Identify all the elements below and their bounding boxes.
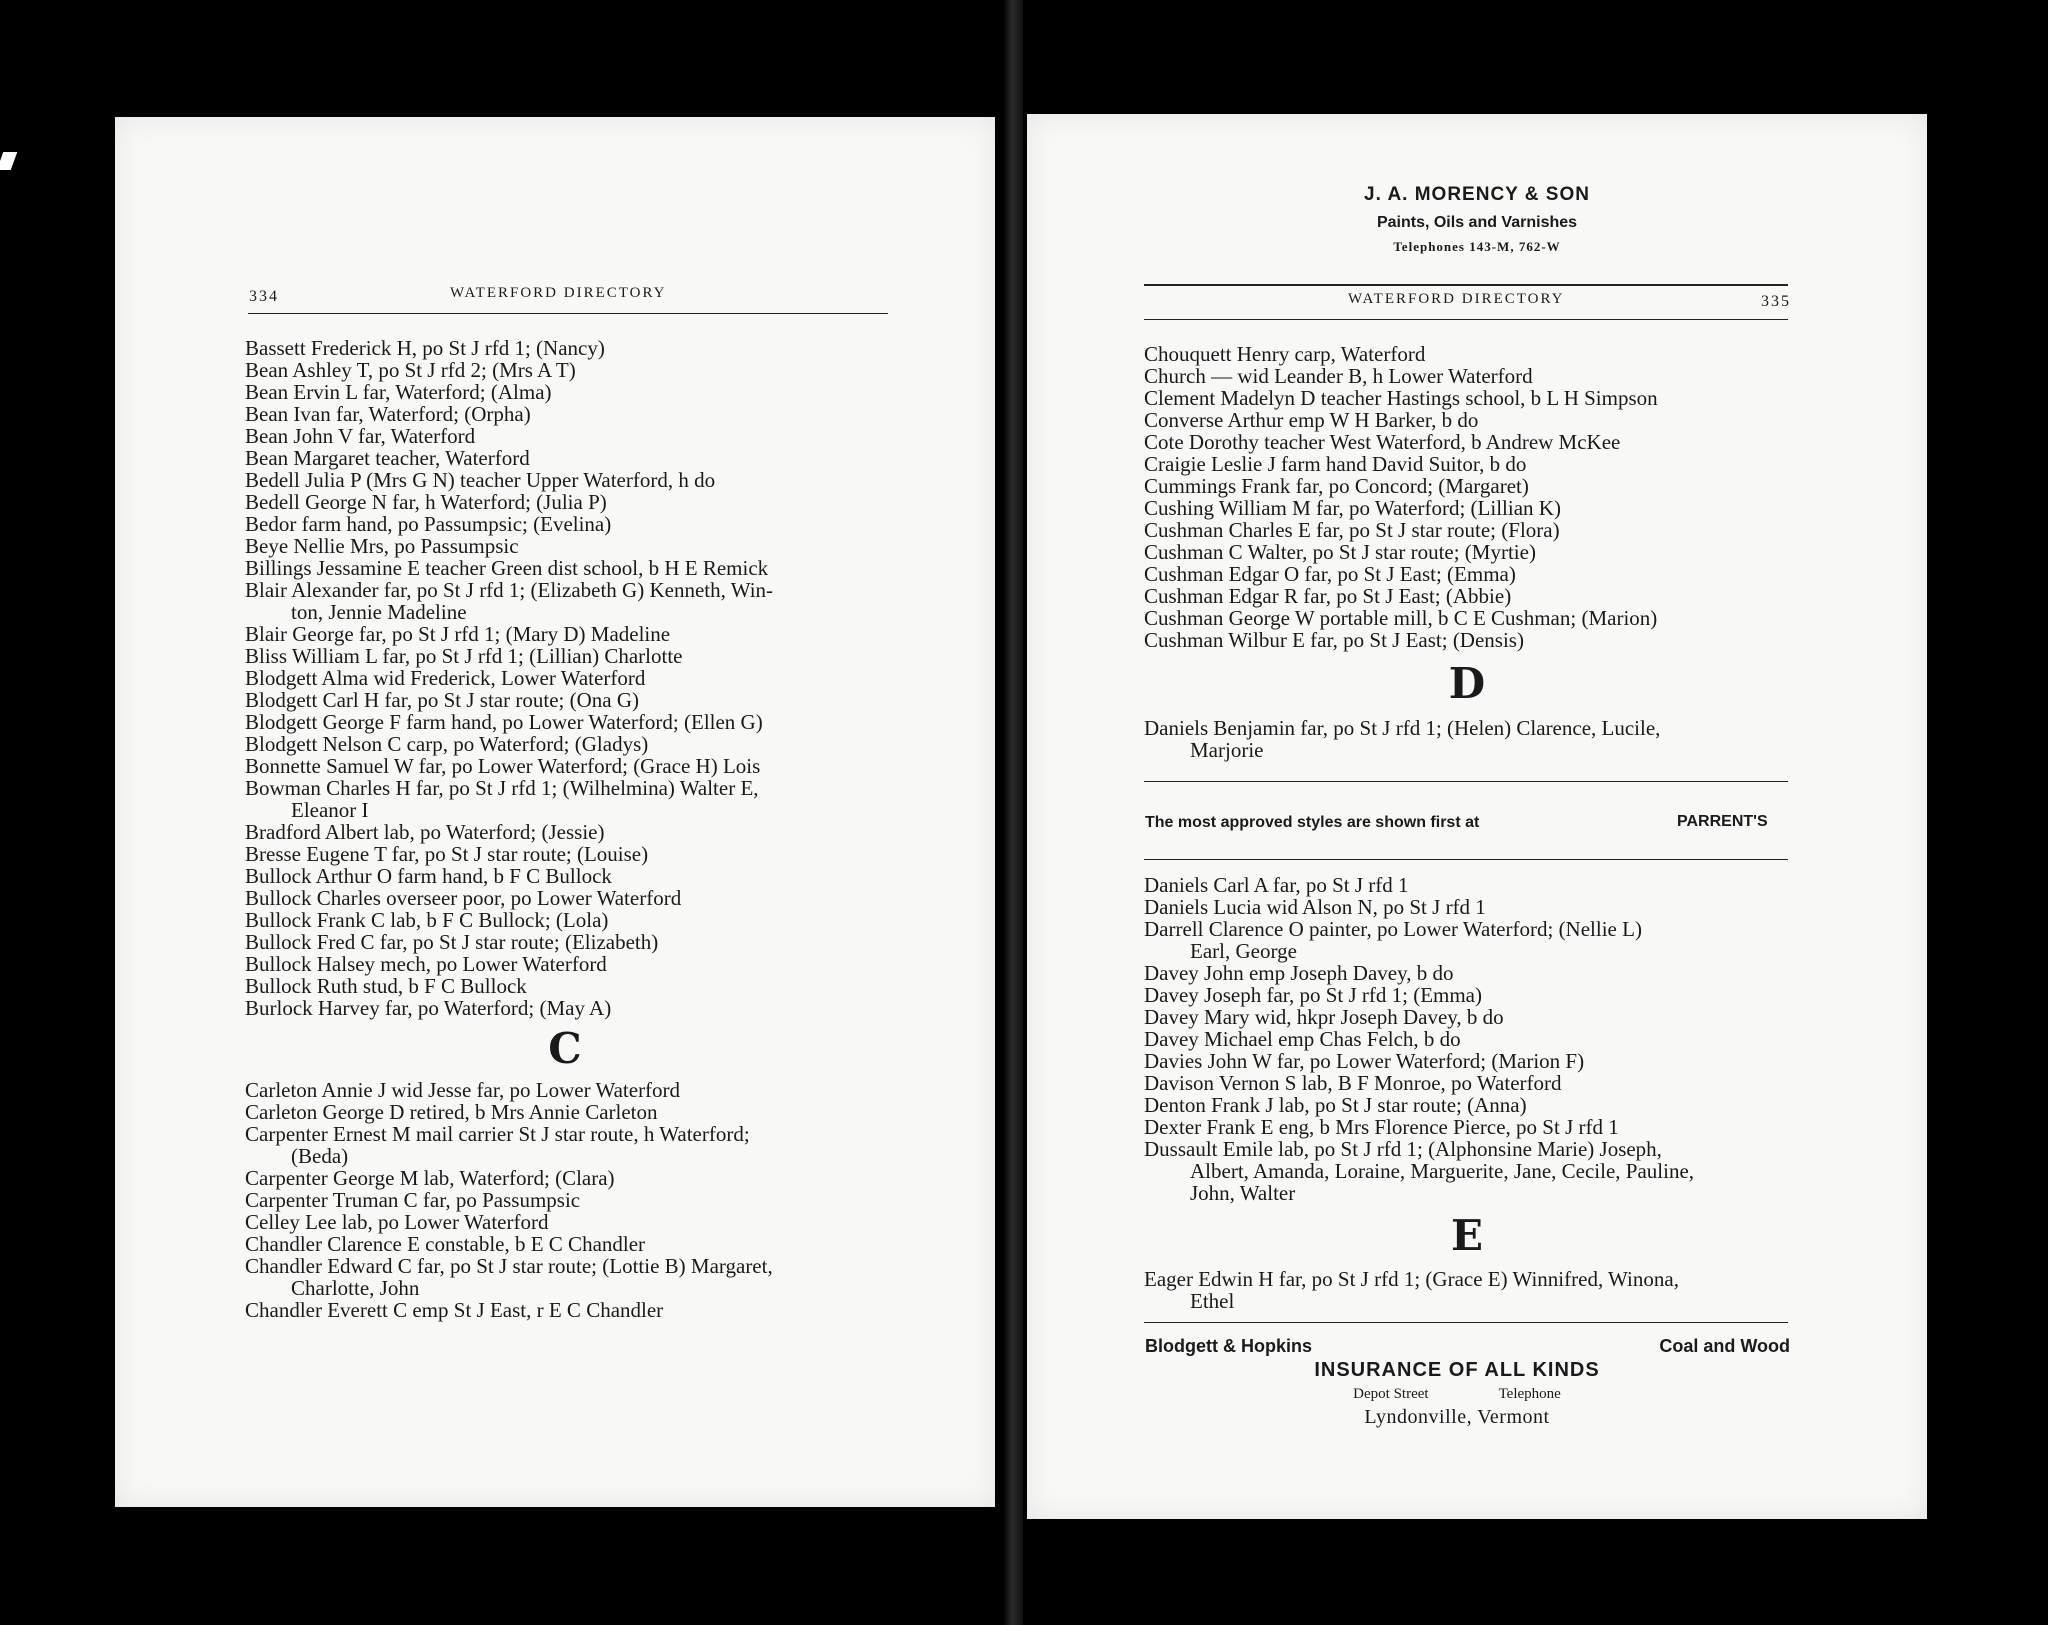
entry-continuation: Marjorie [1190, 738, 1264, 762]
directory-entry [245, 491, 885, 513]
directory-entry [1144, 409, 1790, 431]
left-header-rule [248, 313, 888, 314]
entry-line: Daniels Benjamin far, po St J rfd 1; (Helen) Clarence, Lucile, [1144, 716, 1661, 740]
section-letter-e: E [1450, 1211, 1483, 1260]
directory-entry [1144, 343, 1790, 365]
directory-entry [1144, 629, 1790, 651]
blodgett-hopkins-ad [1027, 1336, 1927, 1429]
right-running-head: WATERFORD DIRECTORY [1348, 291, 1565, 307]
entry-line: Davey John emp Joseph Davey, b do [1144, 961, 1454, 985]
entry-continuation: Charlotte, John [291, 1276, 420, 1300]
entry-line: Cushman George W portable mill, b C E Cushman; (Marion) [1144, 606, 1658, 630]
directory-entry [245, 1189, 885, 1211]
directory-entry [1144, 962, 1790, 984]
entry-line: Bullock Arthur O farm hand, b F C Bullock [245, 864, 612, 888]
entry-line: Chandler Edward C far, po St J star route; (Lottie B) Margaret, [245, 1254, 773, 1278]
directory-entry [1144, 1072, 1790, 1094]
entry-line: Chandler Clarence E constable, b E C Chandler [245, 1232, 646, 1256]
footer-ad-rule [1144, 1322, 1788, 1323]
entry-line: Blodgett Carl H far, po St J star route; (Ona G) [245, 688, 639, 712]
entry-line: Bonnette Samuel W far, po Lower Waterford; (Grace H) Lois [245, 754, 761, 778]
entry-line: Davey Joseph far, po St J rfd 1; (Emma) [1144, 983, 1482, 1007]
directory-entry [1144, 896, 1790, 918]
directory-entry [1144, 497, 1790, 519]
directory-entry [245, 425, 885, 447]
entry-line: Bean Margaret teacher, Waterford [245, 446, 530, 470]
directory-entry [245, 513, 885, 535]
directory-entry [245, 337, 885, 359]
entry-line: Davey Mary wid, hkpr Joseph Davey, b do [1144, 1005, 1504, 1029]
directory-entry [245, 843, 885, 865]
right-page [1027, 114, 1927, 1519]
directory-entry [1144, 607, 1790, 629]
directory-entry [1144, 585, 1790, 607]
directory-entry [245, 1233, 885, 1255]
footer-ad-coal-wood: Coal and Wood [1659, 1336, 1790, 1356]
directory-entry [245, 1101, 885, 1123]
entry-line: Bassett Frederick H, po St J rfd 1; (Nancy) [245, 336, 605, 360]
directory-entry [1144, 874, 1790, 896]
entry-continuation: John, Walter [1190, 1181, 1296, 1205]
footer-ad-name: Blodgett & Hopkins [1145, 1336, 1312, 1356]
entry-line: Blair George far, po St J rfd 1; (Mary D) Madeline [245, 622, 671, 646]
entry-line: Daniels Lucia wid Alson N, po St J rfd 1 [1144, 895, 1486, 919]
morency-ad-title: J. A. MORENCY & SON [1364, 184, 1590, 205]
entry-line: Davison Vernon S lab, B F Monroe, po Waterford [1144, 1071, 1562, 1095]
directory-entry [245, 689, 885, 711]
directory-entry [245, 975, 885, 997]
morency-ad-subtitle: Paints, Oils and Varnishes [1376, 214, 1578, 231]
left-entries [245, 337, 885, 1321]
entry-line: Bliss William L far, po St J rfd 1; (Lillian) Charlotte [245, 644, 683, 668]
directory-entry [1144, 475, 1790, 497]
directory-entry [245, 1299, 885, 1321]
directory-entry [245, 447, 885, 469]
entry-line: Bresse Eugene T far, po St J star route; (Louise) [245, 842, 649, 866]
directory-entry [245, 623, 885, 645]
entry-line: Bullock Fred C far, po St J star route; (Elizabeth) [245, 930, 659, 954]
entries-c-cont [1144, 343, 1790, 651]
entry-line: Davies John W far, po Lower Waterford; (Marion F) [1144, 1049, 1585, 1073]
directory-entry [1144, 541, 1790, 563]
entry-line: Cushing William M far, po Waterford; (Lillian K) [1144, 496, 1561, 520]
parrents-banner-text: The most approved styles are shown first at [1145, 814, 1480, 831]
entry-line: Bean Ashley T, po St J rfd 2; (Mrs A T) [245, 358, 576, 382]
entry-line: Denton Frank J lab, po St J star route; (Anna) [1144, 1093, 1527, 1117]
banner-rule-bottom [1144, 859, 1788, 860]
footer-ad-telephone: Telephone [1498, 1386, 1561, 1402]
entry-line: Carpenter Truman C far, po Passumpsic [245, 1188, 581, 1212]
directory-entry [245, 381, 885, 403]
morency-ad-telephones: Telephones 143-M, 762-W [1393, 239, 1561, 254]
directory-entry [1144, 431, 1790, 453]
directory-entry [245, 1123, 885, 1167]
directory-entry [1144, 519, 1790, 541]
directory-entry [245, 579, 885, 623]
directory-entry [1144, 1028, 1790, 1050]
entry-line: Cushman Wilbur E far, po St J East; (Densis) [1144, 628, 1524, 652]
directory-entry [1144, 918, 1790, 962]
directory-entry [245, 645, 885, 667]
entries-d-part1 [1144, 717, 1790, 761]
section-letter-d: D [1448, 659, 1486, 708]
directory-entry [245, 667, 885, 689]
entry-line: Bullock Charles overseer poor, po Lower Waterford [245, 886, 682, 910]
entry-line: Chouquett Henry carp, Waterford [1144, 342, 1426, 366]
entry-line: Daniels Carl A far, po St J rfd 1 [1144, 873, 1409, 897]
entries-e [1144, 1268, 1790, 1312]
directory-entry [1144, 1138, 1790, 1204]
entry-line: Clement Madelyn D teacher Hastings school, b L H Simpson [1144, 386, 1658, 410]
entry-line: Celley Lee lab, po Lower Waterford [245, 1210, 549, 1234]
directory-entry [1144, 1116, 1790, 1138]
entry-line: Church — wid Leander B, h Lower Waterford [1144, 364, 1533, 388]
right-entries-top [1144, 343, 1790, 761]
directory-entry [245, 755, 885, 777]
entry-line: Dexter Frank E eng, b Mrs Florence Pierce, po St J rfd 1 [1144, 1115, 1619, 1139]
directory-entry [245, 1079, 885, 1101]
entry-line: Bean Ervin L far, Waterford; (Alma) [245, 380, 552, 404]
directory-entry [245, 931, 885, 953]
directory-entry [245, 557, 885, 579]
directory-entry [1144, 1050, 1790, 1072]
right-entries-bottom [1144, 874, 1790, 1312]
directory-entry [245, 535, 885, 557]
directory-entry [1144, 563, 1790, 585]
entry-line: Cummings Frank far, po Concord; (Margaret) [1144, 474, 1529, 498]
entry-line: Cushman C Walter, po St J star route; (Myrtie) [1144, 540, 1536, 564]
entry-line: Beye Nellie Mrs, po Passumpsic [245, 534, 519, 558]
entry-line: Darrell Clarence O painter, po Lower Waterford; (Nellie L) [1144, 917, 1642, 941]
entry-line: Bedell George N far, h Waterford; (Julia P) [245, 490, 607, 514]
entry-line: Blair Alexander far, po St J rfd 1; (Elizabeth G) Kenneth, Win- [245, 578, 774, 602]
entry-line: Burlock Harvey far, po Waterford; (May A) [245, 996, 612, 1020]
footer-ad-street: Depot Street [1353, 1386, 1429, 1402]
directory-entry [245, 909, 885, 931]
directory-entry [1144, 1268, 1790, 1312]
directory-entry [245, 1255, 885, 1299]
entry-continuation: ton, Jennie Madeline [291, 600, 467, 624]
right-page-number: 335 [1761, 293, 1791, 310]
parrents-banner-name: PARRENT'S [1677, 813, 1768, 830]
left-page [115, 117, 995, 1507]
entry-line: Bullock Frank C lab, b F C Bullock; (Lola) [245, 908, 609, 932]
entry-line: Cushman Edgar O far, po St J East; (Emma) [1144, 562, 1516, 586]
directory-entry [1144, 453, 1790, 475]
entry-line: Bean Ivan far, Waterford; (Orpha) [245, 402, 531, 426]
entry-line: Eager Edwin H far, po St J rfd 1; (Grace E) Winnifred, Winona, [1144, 1267, 1679, 1291]
directory-entry [1144, 984, 1790, 1006]
entry-line: Davey Michael emp Chas Felch, b do [1144, 1027, 1461, 1051]
entry-line: Converse Arthur emp W H Barker, b do [1144, 408, 1479, 432]
directory-entry [1144, 1006, 1790, 1028]
directory-entry [1144, 365, 1790, 387]
entries-b [245, 337, 885, 1019]
entry-line: Cushman Charles E far, po St J star route; (Flora) [1144, 518, 1560, 542]
entry-line: Blodgett Alma wid Frederick, Lower Waterford [245, 666, 646, 690]
footer-ad-insurance: INSURANCE OF ALL KINDS [1314, 1359, 1600, 1381]
entry-line: Blodgett George F farm hand, po Lower Waterford; (Ellen G) [245, 710, 763, 734]
directory-entry [245, 711, 885, 733]
entry-line: Carpenter George M lab, Waterford; (Clara) [245, 1166, 615, 1190]
section-letter-c: C [548, 1024, 582, 1073]
entries-d-part2 [1144, 874, 1790, 1204]
directory-entry [245, 865, 885, 887]
edge-mark [0, 152, 17, 170]
right-ad-rule [1144, 284, 1788, 286]
directory-entry [1144, 1094, 1790, 1116]
entry-line: Carleton George D retired, b Mrs Annie Carleton [245, 1100, 658, 1124]
entry-line: Craigie Leslie J farm hand David Suitor, b do [1144, 452, 1527, 476]
directory-entry [245, 887, 885, 909]
directory-entry [245, 1167, 885, 1189]
entry-continuation: Albert, Amanda, Loraine, Marguerite, Jane, Cecile, Pauline, [1190, 1159, 1695, 1183]
entry-line: Dussault Emile lab, po St J rfd 1; (Alphonsine Marie) Joseph, [1144, 1137, 1662, 1161]
entry-line: Cote Dorothy teacher West Waterford, b Andrew McKee [1144, 430, 1621, 454]
entry-line: Bedor farm hand, po Passumpsic; (Evelina) [245, 512, 612, 536]
entry-line: Blodgett Nelson C carp, po Waterford; (Gladys) [245, 732, 649, 756]
entry-line: Bowman Charles H far, po St J rfd 1; (Wilhelmina) Walter E, [245, 776, 759, 800]
directory-entry [245, 469, 885, 491]
entry-line: Cushman Edgar R far, po St J East; (Abbie) [1144, 584, 1512, 608]
entry-continuation: Ethel [1190, 1289, 1235, 1313]
entry-continuation: Earl, George [1190, 939, 1297, 963]
entry-line: Billings Jessamine E teacher Green dist school, b H E Remick [245, 556, 769, 580]
left-running-head: WATERFORD DIRECTORY [450, 285, 667, 301]
banner-rule-top [1144, 781, 1788, 782]
directory-entry [245, 997, 885, 1019]
morency-ad [1027, 184, 1927, 255]
directory-entry [245, 733, 885, 755]
right-header-rule [1144, 319, 1788, 320]
directory-entry [245, 359, 885, 381]
entry-continuation: (Beda) [291, 1144, 349, 1168]
entry-line: Bullock Ruth stud, b F C Bullock [245, 974, 527, 998]
directory-entry [245, 1211, 885, 1233]
entry-line: Bean John V far, Waterford [245, 424, 476, 448]
left-page-number: 334 [249, 288, 279, 305]
directory-entry [245, 777, 885, 821]
directory-entry [245, 953, 885, 975]
directory-entry [1144, 387, 1790, 409]
entry-line: Bullock Halsey mech, po Lower Waterford [245, 952, 607, 976]
entry-line: Bradford Albert lab, po Waterford; (Jessie) [245, 820, 605, 844]
directory-entry [1144, 717, 1790, 761]
entry-continuation: Eleanor I [291, 798, 369, 822]
directory-entry [245, 821, 885, 843]
entries-c [245, 1079, 885, 1321]
entry-line: Carleton Annie J wid Jesse far, po Lower Waterford [245, 1078, 681, 1102]
directory-entry [245, 403, 885, 425]
footer-ad-city: Lyndonville, Vermont [1364, 1406, 1550, 1428]
entry-line: Carpenter Ernest M mail carrier St J star route, h Waterford; [245, 1122, 750, 1146]
entry-line: Chandler Everett C emp St J East, r E C Chandler [245, 1298, 664, 1322]
entry-line: Bedell Julia P (Mrs G N) teacher Upper Waterford, h do [245, 468, 716, 492]
